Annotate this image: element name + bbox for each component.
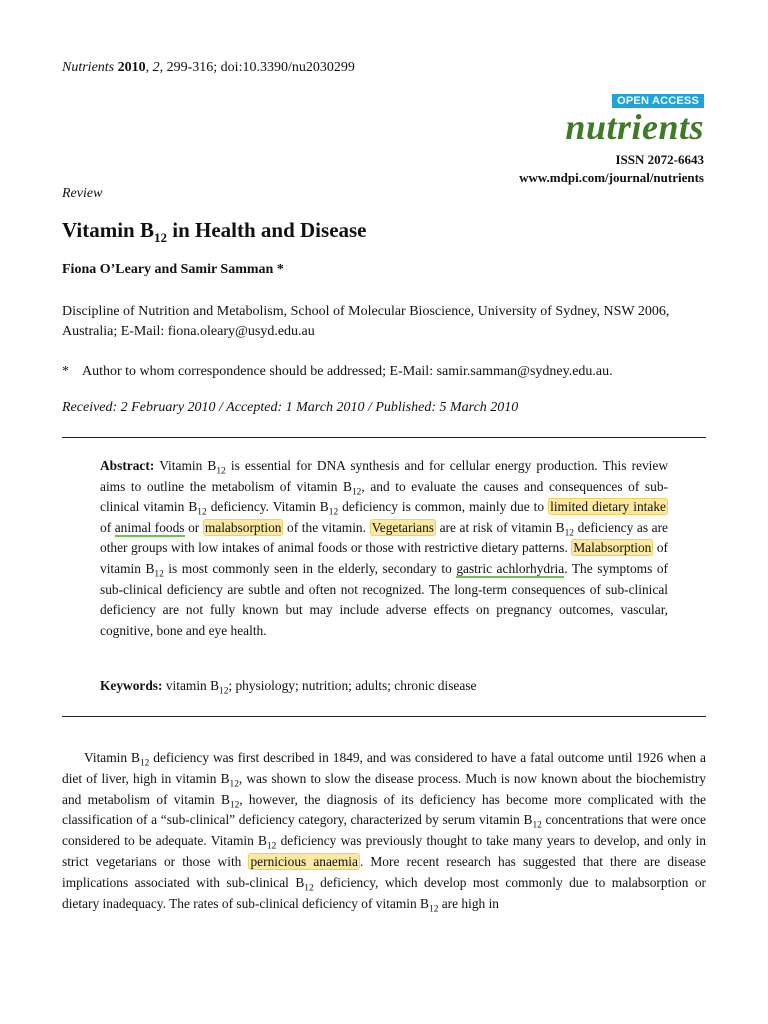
subscript: 12 bbox=[197, 507, 207, 518]
subscript: 12 bbox=[154, 569, 164, 580]
title-subscript: 12 bbox=[153, 230, 167, 246]
body-text: , was shown to slow the disease process. Much is now known about the biochemistry and metabolism of vitamin B bbox=[62, 770, 706, 807]
divider-bottom bbox=[62, 716, 706, 717]
keywords-label: Keywords: bbox=[100, 678, 163, 693]
divider-top bbox=[62, 437, 706, 438]
underline-annotation[interactable]: gastric achlorhydria bbox=[456, 560, 565, 576]
citation-year: 2010 bbox=[117, 60, 146, 75]
abstract-text: . The symptoms of sub-clinical deficiency are subtle and often not recognized. The long-term consequences of sub-clinical deficiency are not fully known but may include adverse effects on pregnancy outcomes, vascular, cognitive, bone and eye health. bbox=[100, 560, 668, 638]
underline-annotation[interactable]: animal foods bbox=[114, 519, 185, 535]
abstract-text: Vitamin B bbox=[154, 458, 217, 473]
correspondence bbox=[62, 364, 708, 380]
body-text: , however, the diagnosis of its deficiency has become more complicated with the classification of a “sub-clinical” deficiency category, characterized by serum vitamin B bbox=[62, 791, 706, 828]
correspondence-text: Author to whom correspondence should be addressed; E-Mail: samir.samman@sydney.edu.au. bbox=[82, 364, 613, 379]
abstract-text: deficiency. Vitamin B bbox=[206, 499, 329, 515]
abstract-text: is essential for DNA synthesis and for cellular energy production. This review aims to outline the metabolism of vitamin B bbox=[100, 458, 669, 494]
affiliation: Discipline of Nutrition and Metabolism, School of Molecular Bioscience, University of Sydney, NSW 2006, Australia; E-Mail: fiona.oleary@usyd.edu.au bbox=[62, 304, 670, 339]
subscript: 12 bbox=[304, 883, 314, 894]
subscript: 12 bbox=[266, 841, 277, 852]
body-text: are high in bbox=[438, 895, 499, 911]
citation-pages-doi: , 299-316; doi:10.3390/nu2030299 bbox=[159, 60, 355, 75]
abstract-text: deficiency is common, mainly due to bbox=[338, 499, 549, 515]
body-text: deficiency was previously thought to take many years to develop, and only in strict vegetarians or those with bbox=[62, 833, 706, 869]
subscript: 12 bbox=[229, 779, 239, 790]
article-title bbox=[62, 218, 367, 246]
keywords-text: ; physiology; nutrition; adults; chronic disease bbox=[228, 678, 477, 693]
issn: ISSN 2072-6643 bbox=[615, 152, 704, 167]
subscript: 12 bbox=[564, 528, 574, 539]
body-text: . More recent research has suggested that there are disease implications associated with sub-clinical B bbox=[62, 853, 706, 890]
body-text: deficiency was first described in 1849, and was considered to have a fatal outcome until 1926 when a diet of liver, high in vitamin B bbox=[62, 750, 706, 786]
authors: Fiona O’Leary and Samir Samman * bbox=[62, 262, 284, 277]
abstract-text: of vitamin B bbox=[100, 540, 668, 576]
abstract-label: Abstract: bbox=[100, 458, 155, 473]
subscript: 12 bbox=[219, 686, 229, 697]
subscript: 12 bbox=[229, 800, 240, 811]
abstract-text: is most commonly seen in the elderly, secondary to bbox=[163, 560, 457, 576]
abstract-text: of bbox=[100, 519, 115, 535]
keywords-text: vitamin B bbox=[162, 678, 220, 693]
abstract-text: are at risk of vitamin B bbox=[436, 519, 565, 535]
journal-logo: nutrients bbox=[565, 107, 704, 147]
title-part: in Health and Disease bbox=[166, 218, 367, 242]
abstract-text: deficiency as are other groups with low intakes of animal foods or those with restrictive dietary patterns. bbox=[100, 519, 668, 556]
body-text: deficiency, which develop most commonly due to malabsorption or dietary inadequacy. The rates of sub-clinical deficiency of vitamin B bbox=[62, 874, 707, 911]
highlight[interactable]: Malabsorption bbox=[573, 540, 652, 556]
abstract-text: or bbox=[184, 519, 203, 535]
citation-journal: Nutrients bbox=[62, 60, 115, 75]
subscript: 12 bbox=[216, 466, 226, 477]
journal-url[interactable]: www.mdpi.com/journal/nutrients bbox=[519, 170, 704, 185]
keywords bbox=[100, 678, 668, 697]
subscript: 12 bbox=[351, 487, 362, 498]
highlight[interactable]: limited dietary intake bbox=[550, 499, 666, 515]
open-access-badge: OPEN ACCESS bbox=[612, 94, 704, 108]
highlight[interactable]: malabsorption bbox=[204, 519, 282, 535]
corr-star: * bbox=[62, 364, 69, 379]
abstract-text: of the vitamin. bbox=[283, 519, 370, 535]
body-paragraph bbox=[62, 748, 706, 914]
publication-dates: Received: 2 February 2010 / Accepted: 1 March 2010 / Published: 5 March 2010 bbox=[62, 400, 519, 415]
title-part: Vitamin B bbox=[62, 218, 154, 242]
highlight[interactable]: Vegetarians bbox=[371, 519, 435, 535]
citation-line: Nutrients 2010, 2, 299-316; doi:10.3390/nu2030299 bbox=[62, 60, 355, 75]
citation-volume: 2 bbox=[152, 60, 160, 75]
highlight[interactable]: pernicious anaemia bbox=[250, 853, 358, 869]
body-text: concentrations that were once considered to be adequate. Vitamin B bbox=[62, 812, 706, 849]
abstract bbox=[100, 456, 668, 641]
article-type: Review bbox=[62, 186, 103, 201]
subscript: 12 bbox=[328, 507, 339, 518]
subscript: 12 bbox=[532, 821, 542, 832]
subscript: 12 bbox=[429, 904, 439, 915]
body-text: Vitamin B bbox=[84, 750, 140, 765]
abstract-text: , and to evaluate the causes and consequences of sub-clinical vitamin B bbox=[100, 478, 668, 515]
subscript: 12 bbox=[139, 758, 150, 769]
